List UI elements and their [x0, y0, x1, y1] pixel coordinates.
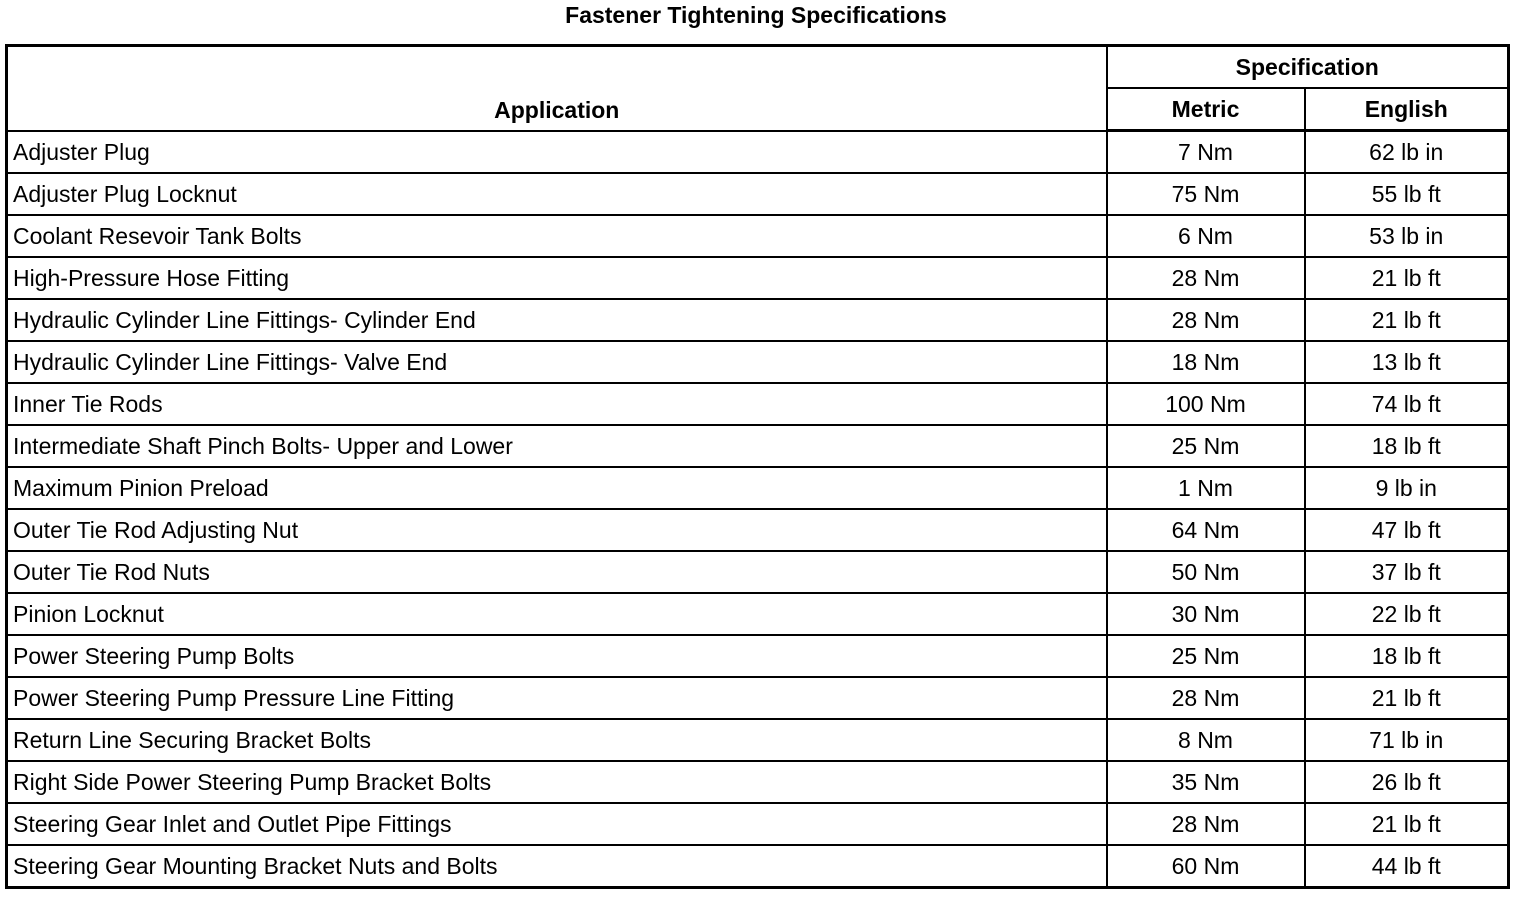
table-row: [7, 383, 1509, 425]
fastener-spec-table: [5, 44, 1510, 889]
table-body: [7, 131, 1509, 888]
table-header: [7, 46, 1509, 131]
table-row: [7, 467, 1509, 509]
metric-value-cell: 28 Nm: [1107, 803, 1305, 845]
metric-value-cell: 25 Nm: [1107, 635, 1305, 677]
header-group-row: [7, 46, 1509, 89]
english-value-cell: 22 lb ft: [1305, 593, 1509, 635]
english-value-cell: 26 lb ft: [1305, 761, 1509, 803]
application-cell: Outer Tie Rod Nuts: [7, 551, 1107, 593]
table-row: [7, 341, 1509, 383]
application-cell: Maximum Pinion Preload: [7, 467, 1107, 509]
english-value-cell: 74 lb ft: [1305, 383, 1509, 425]
table-row: [7, 257, 1509, 299]
metric-value-cell: 60 Nm: [1107, 845, 1305, 888]
english-value-cell: 71 lb in: [1305, 719, 1509, 761]
application-cell: Adjuster Plug Locknut: [7, 173, 1107, 215]
application-cell: Adjuster Plug: [7, 131, 1107, 174]
english-value-cell: 21 lb ft: [1305, 803, 1509, 845]
metric-value-cell: 75 Nm: [1107, 173, 1305, 215]
table-row: [7, 509, 1509, 551]
english-value-cell: 55 lb ft: [1305, 173, 1509, 215]
metric-value-cell: 8 Nm: [1107, 719, 1305, 761]
table-row: [7, 551, 1509, 593]
metric-value-cell: 25 Nm: [1107, 425, 1305, 467]
metric-column-header: Metric: [1107, 88, 1305, 131]
english-value-cell: 37 lb ft: [1305, 551, 1509, 593]
metric-value-cell: 1 Nm: [1107, 467, 1305, 509]
english-value-cell: 21 lb ft: [1305, 299, 1509, 341]
application-cell: Outer Tie Rod Adjusting Nut: [7, 509, 1107, 551]
metric-value-cell: 50 Nm: [1107, 551, 1305, 593]
english-value-cell: 62 lb in: [1305, 131, 1509, 174]
table-row: [7, 761, 1509, 803]
metric-value-cell: 35 Nm: [1107, 761, 1305, 803]
english-value-cell: 13 lb ft: [1305, 341, 1509, 383]
metric-value-cell: 6 Nm: [1107, 215, 1305, 257]
table-row: [7, 215, 1509, 257]
application-cell: High-Pressure Hose Fitting: [7, 257, 1107, 299]
page-title: Fastener Tightening Specifications: [565, 2, 947, 28]
table-row: [7, 677, 1509, 719]
english-value-cell: 21 lb ft: [1305, 257, 1509, 299]
english-value-cell: 21 lb ft: [1305, 677, 1509, 719]
metric-value-cell: 64 Nm: [1107, 509, 1305, 551]
application-column-header: Application: [7, 46, 1107, 131]
table-row: [7, 635, 1509, 677]
table-row: [7, 593, 1509, 635]
metric-value-cell: 100 Nm: [1107, 383, 1305, 425]
english-value-cell: 44 lb ft: [1305, 845, 1509, 888]
application-cell: Return Line Securing Bracket Bolts: [7, 719, 1107, 761]
table-row: [7, 173, 1509, 215]
metric-value-cell: 28 Nm: [1107, 299, 1305, 341]
metric-value-cell: 30 Nm: [1107, 593, 1305, 635]
table-row: [7, 719, 1509, 761]
application-cell: Power Steering Pump Pressure Line Fitting: [7, 677, 1107, 719]
specification-column-header: Specification: [1107, 46, 1509, 89]
application-cell: Power Steering Pump Bolts: [7, 635, 1107, 677]
metric-value-cell: 18 Nm: [1107, 341, 1305, 383]
metric-value-cell: 7 Nm: [1107, 131, 1305, 174]
application-cell: Hydraulic Cylinder Line Fittings- Valve End: [7, 341, 1107, 383]
table-row: [7, 425, 1509, 467]
table-row: [7, 299, 1509, 341]
application-cell: Coolant Resevoir Tank Bolts: [7, 215, 1107, 257]
application-cell: Right Side Power Steering Pump Bracket Bolts: [7, 761, 1107, 803]
application-cell: Intermediate Shaft Pinch Bolts- Upper and Lower: [7, 425, 1107, 467]
metric-value-cell: 28 Nm: [1107, 677, 1305, 719]
table-row: [7, 131, 1509, 174]
english-column-header: English: [1305, 88, 1509, 131]
table-row: [7, 845, 1509, 888]
application-cell: Steering Gear Mounting Bracket Nuts and Bolts: [7, 845, 1107, 888]
application-cell: Inner Tie Rods: [7, 383, 1107, 425]
english-value-cell: 9 lb in: [1305, 467, 1509, 509]
application-cell: Steering Gear Inlet and Outlet Pipe Fittings: [7, 803, 1107, 845]
english-value-cell: 53 lb in: [1305, 215, 1509, 257]
english-value-cell: 18 lb ft: [1305, 635, 1509, 677]
english-value-cell: 47 lb ft: [1305, 509, 1509, 551]
application-cell: Hydraulic Cylinder Line Fittings- Cylinder End: [7, 299, 1107, 341]
table-row: [7, 803, 1509, 845]
english-value-cell: 18 lb ft: [1305, 425, 1509, 467]
metric-value-cell: 28 Nm: [1107, 257, 1305, 299]
application-cell: Pinion Locknut: [7, 593, 1107, 635]
